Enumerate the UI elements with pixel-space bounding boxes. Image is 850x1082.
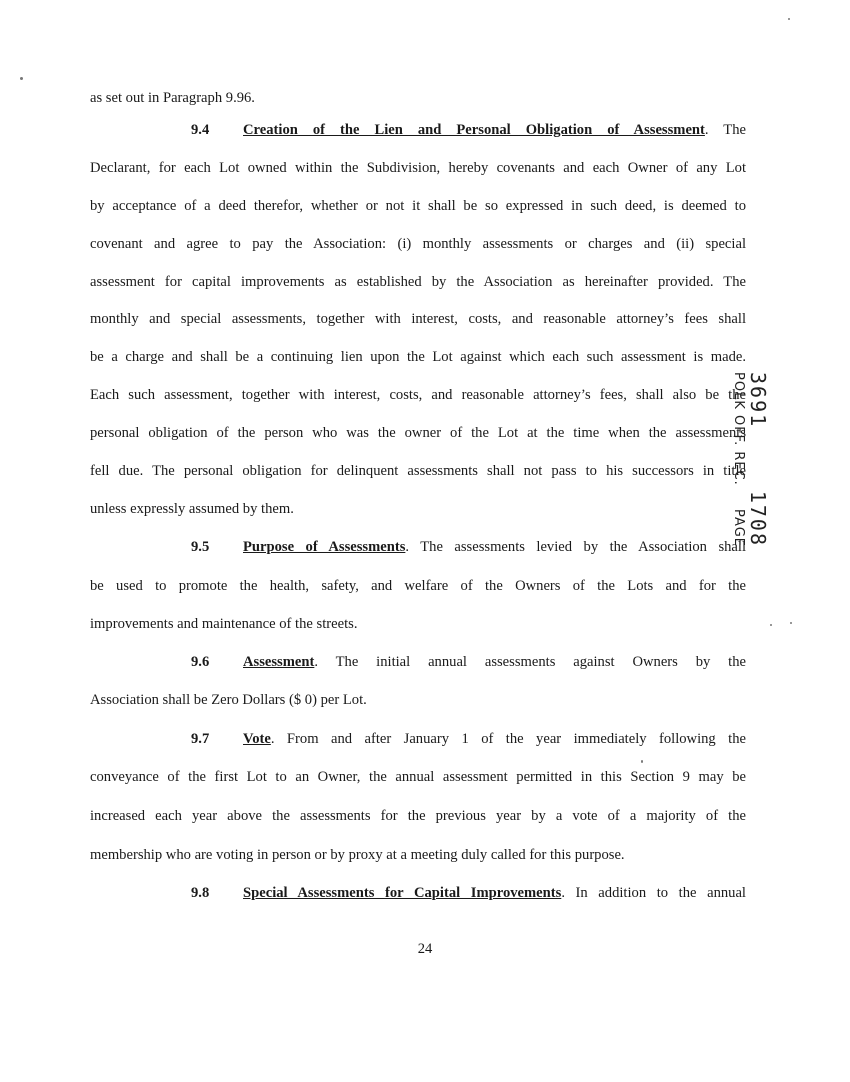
text-line: Declarant, for each Lot owned within the Subdivision, hereby covenants and each Owner of any Lot	[90, 160, 746, 176]
text-line: be used to promote the health, safety, and welfare of the Owners of the Lots and for the	[90, 578, 746, 594]
section-heading: Special Assessments for Capital Improvements	[243, 885, 562, 901]
text-line: by acceptance of a deed therefor, whether or not it shall be so expressed in such deed, is deemed to	[90, 198, 746, 214]
section-text: . In addition to the annual	[561, 885, 746, 901]
scan-speck	[770, 624, 772, 626]
section-number: 9.6	[191, 654, 210, 670]
scan-speck	[790, 622, 792, 624]
section-heading: Assessment	[243, 654, 315, 670]
stamp-page-number: 1708	[746, 490, 770, 547]
stamp-label-records: POLK OFF. REC.	[731, 372, 746, 486]
text-line: be a charge and shall be a continuing lien upon the Lot against which each such assessment is made.	[90, 349, 746, 365]
text-line: unless expressly assumed by them.	[90, 501, 294, 517]
text-line: assessment for capital improvements as established by the Association as hereinafter provided. The	[90, 274, 746, 290]
text-line: fell due. The personal obligation for delinquent assessments shall not pass to his successors in title	[90, 463, 746, 479]
section-number: 9.5	[191, 539, 210, 555]
section-9-6-line	[90, 652, 746, 672]
section-heading: Purpose of Assessments	[243, 539, 406, 555]
stamp-label-page: PAGE	[731, 509, 746, 547]
section-9-4-line	[90, 120, 746, 140]
section-text: . From and after January 1 of the year immediately following the	[270, 731, 746, 747]
stamp-labels	[731, 372, 746, 547]
text-line: as set out in Paragraph 9.96.	[90, 90, 255, 106]
text-line: covenant and agree to pay the Association: (i) monthly assessments or charges and (ii) special	[90, 236, 746, 252]
section-9-8-line	[90, 883, 746, 903]
section-number: 9.8	[191, 885, 210, 901]
scan-speck	[20, 77, 23, 80]
section-text: . The initial annual assessments against Owners by the	[314, 654, 746, 670]
scan-speck	[641, 760, 643, 763]
section-text: . The assessments levied by the Association shall	[405, 539, 746, 555]
text-line: Association shall be Zero Dollars ($ 0) per Lot.	[90, 692, 367, 708]
text-line: Each such assessment, together with interest, costs, and reasonable attorney’s fees, shall also be the	[90, 387, 746, 403]
text-line: improvements and maintenance of the streets.	[90, 616, 358, 632]
section-9-5-line	[90, 537, 746, 557]
section-heading: Vote	[243, 731, 271, 747]
text-line: personal obligation of the person who was the owner of the Lot at the time when the assessments	[90, 425, 746, 441]
text-line: increased each year above the assessments for the previous year by a vote of a majority of the	[90, 808, 746, 824]
section-number: 9.4	[191, 122, 210, 138]
section-number: 9.7	[191, 731, 210, 747]
scan-speck	[788, 18, 790, 20]
text-line: conveyance of the first Lot to an Owner, the annual assessment permitted in this Section 9 may be	[90, 769, 746, 785]
stamp-book-number: 3691	[746, 372, 770, 429]
text-line: monthly and special assessments, together with interest, costs, and reasonable attorney’s fees shall	[90, 311, 746, 327]
stamp-numbers	[746, 372, 770, 547]
section-9-7-line	[90, 729, 746, 749]
recording-stamp	[731, 372, 770, 552]
section-heading: Creation of the Lien and Personal Obligation of Assessment	[243, 122, 705, 138]
section-text: . The	[704, 122, 746, 138]
page-number: 24	[417, 941, 433, 957]
text-line: membership who are voting in person or by proxy at a meeting duly called for this purpose.	[90, 847, 625, 863]
